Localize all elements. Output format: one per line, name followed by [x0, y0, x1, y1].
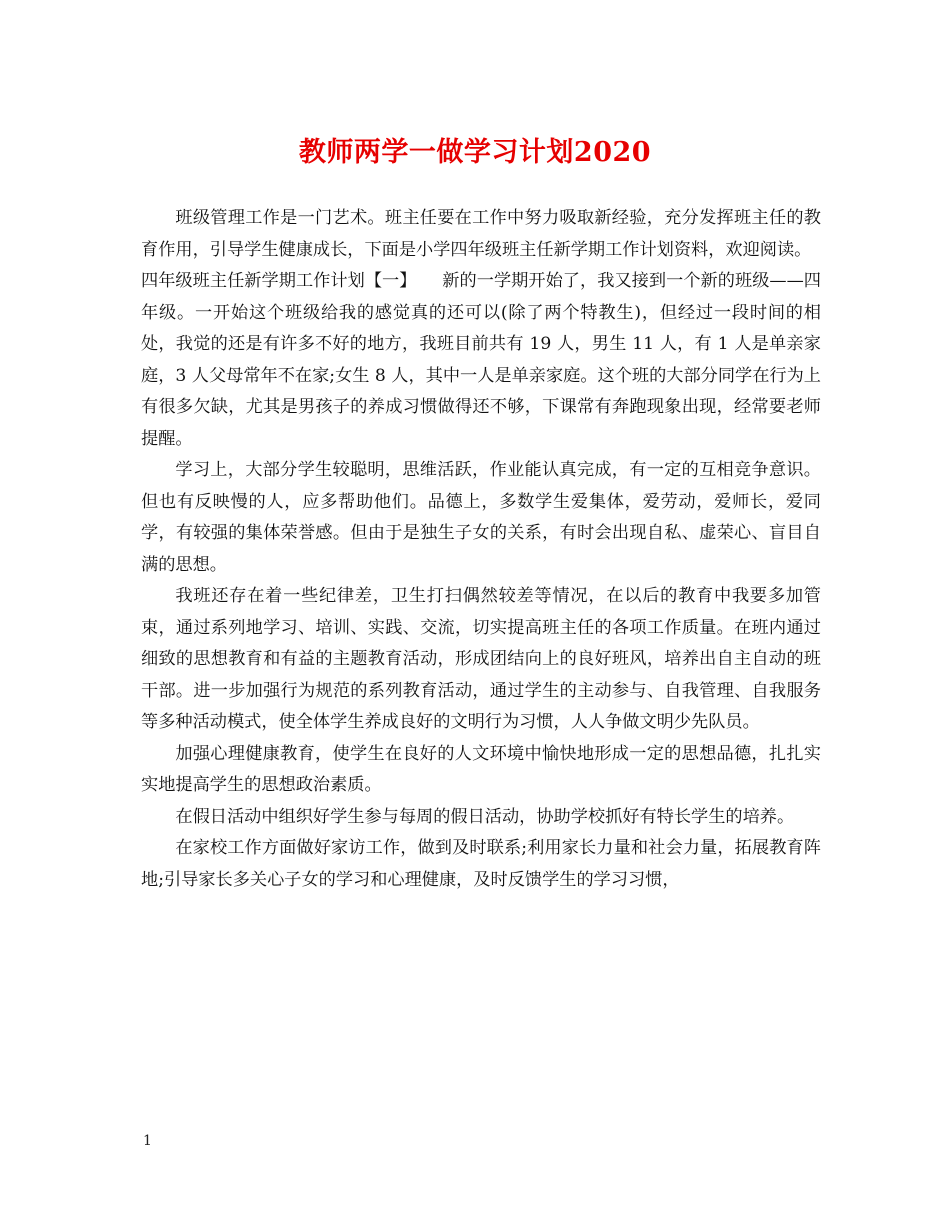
- document-title: 教师两学一做学习计划2020: [298, 137, 652, 168]
- paragraph-mental-health: 加强心理健康教育，使学生在良好的人文环境中愉快地形成一定的思想品德，扎扎实实地提高学生的思想政治素质。: [141, 743, 821, 795]
- paragraph-home-school: 在家校工作方面做好家访工作，做到及时联系;利用家长力量和社会力量，拓展教育阵地;引导家长多关心子女的学习和心理健康，及时反馈学生的学习习惯，: [141, 838, 821, 890]
- document-body: [141, 203, 821, 896]
- paragraph-plan-one: 四年级班主任新学期工作计划【一】 新的一学期开始了，我又接到一个新的班级——四年级。一开始这个班级给我的感觉真的还可以(除了两个特教生)，但经过一段时间的相处，我觉的还是有许多不好的地方，我班目前共有 19 人，男生 11 人，有 1 人是单亲家庭，3 人父母常年不在家;女生 8 人，其中一人是单亲家庭。这个班的大部分同学在行为上有很多欠缺，尤其是男孩子的养成习惯做得还不够，下课常有奔跑现象出现，经常要老师提醒。: [141, 271, 821, 449]
- paragraph-discipline: 我班还存在着一些纪律差，卫生打扫偶然较差等情况，在以后的教育中我要多加管束，通过系列地学习、培训、实践、交流，切实提高班主任的各项工作质量。在班内通过细致的思想教育和有益的主题教育活动，形成团结向上的良好班风，培养出自主自动的班干部。进一步加强行为规范的系列教育活动，通过学生的主动参与、自我管理、自我服务等多种活动模式，使全体学生养成良好的文明行为习惯，人人争做文明少先队员。: [141, 586, 821, 732]
- page-number: 1: [143, 1133, 152, 1149]
- paragraph-holiday: 在假日活动中组织好学生参与每周的假日活动，协助学校抓好有特长学生的培养。: [175, 806, 795, 827]
- paragraph-intro: 班级管理工作是一门艺术。班主任要在工作中努力吸取新经验，充分发挥班主任的教育作用，引导学生健康成长，下面是小学四年级班主任新学期工作计划资料，欢迎阅读。: [141, 208, 821, 260]
- paragraph-study: 学习上，大部分学生较聪明，思维活跃，作业能认真完成，有一定的互相竞争意识。但也有反映慢的人，应多帮助他们。品德上，多数学生爱集体，爱劳动，爱师长，爱同学，有较强的集体荣誉感。但由于是独生子女的关系，有时会出现自私、虚荣心、盲目自满的思想。: [141, 460, 821, 575]
